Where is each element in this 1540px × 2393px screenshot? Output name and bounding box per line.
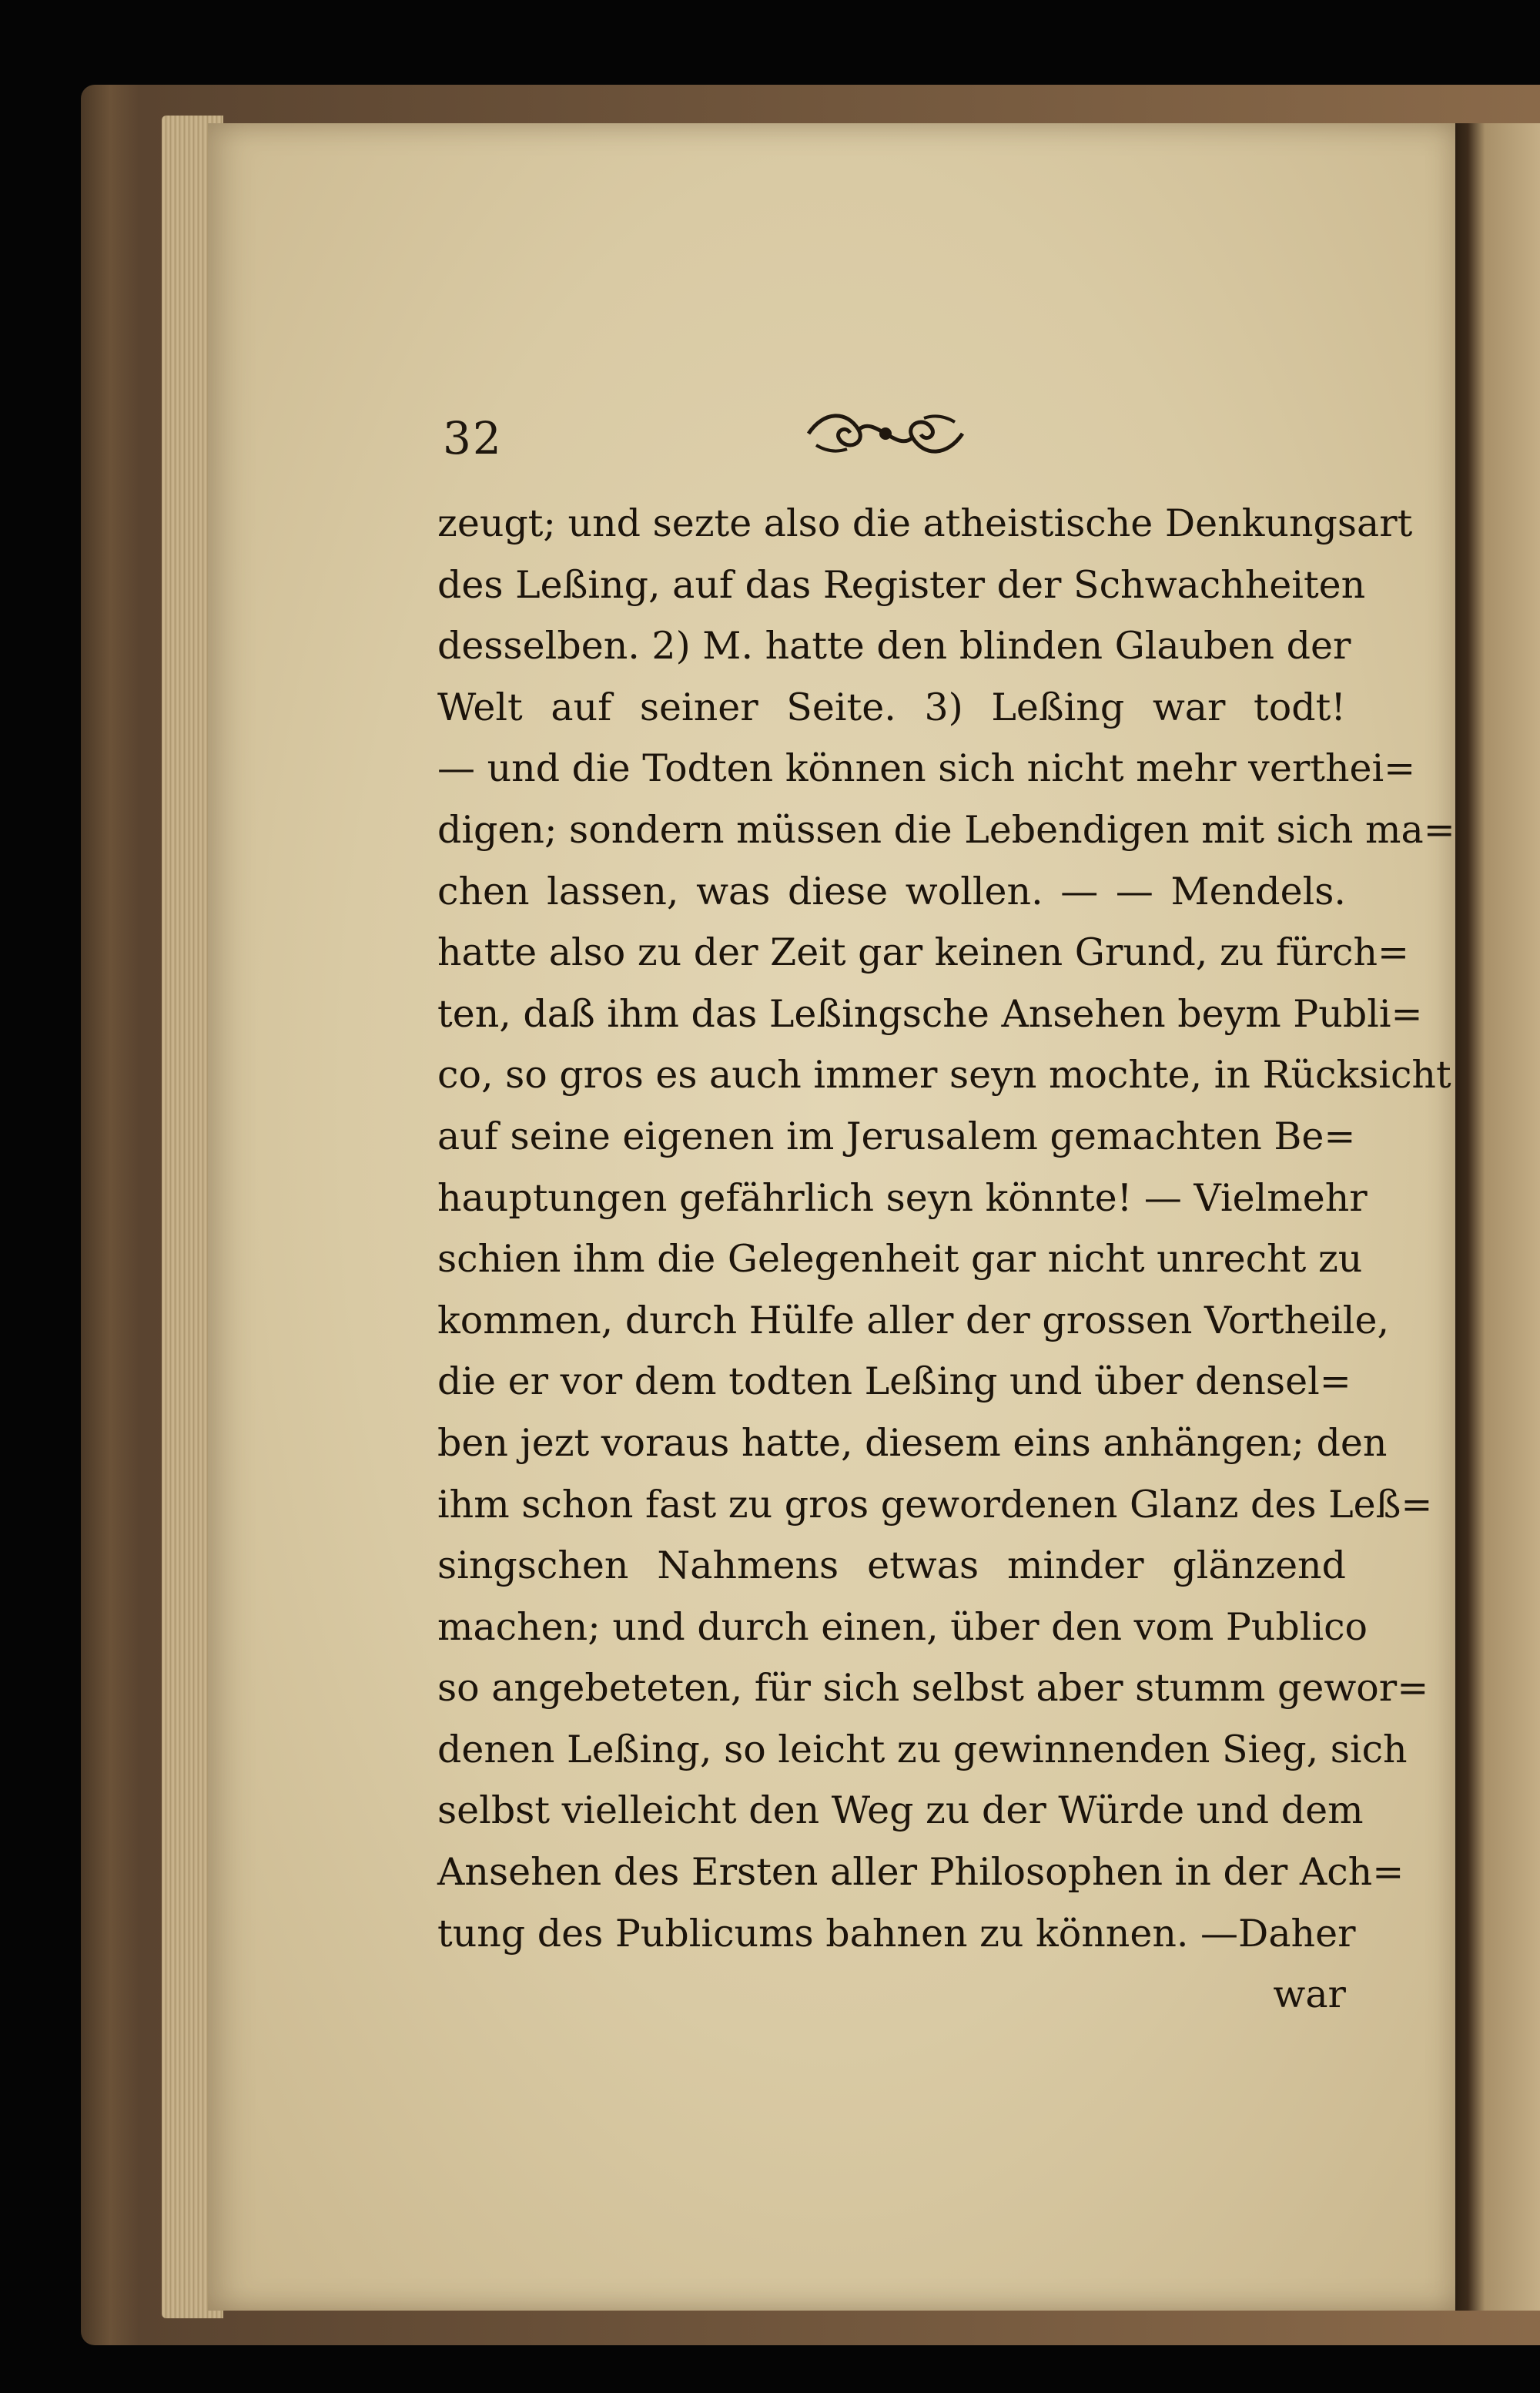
- text-line: ten, daß ihm das Leßingsche Ansehen beym Publi=: [437, 991, 1423, 1036]
- text-line: ben jezt voraus hatte, diesem eins anhängen; den: [437, 1420, 1388, 1465]
- text-line: Ansehen des Ersten aller Philosophen in der Ach=: [437, 1850, 1404, 1895]
- text-line: co, so gros es auch immer seyn mochte, in Rücksicht: [437, 1053, 1451, 1098]
- text-line: auf seine eigenen im Jerusalem gemachten Be=: [437, 1114, 1356, 1158]
- text-line: des Leßing, auf das Register der Schwachheiten: [437, 562, 1366, 607]
- page-number: 32: [443, 412, 503, 464]
- text-line: digen; sondern müssen die Lebendigen mit sich ma=: [437, 807, 1455, 852]
- text-line: — und die Todten können sich nicht mehr verthei=: [437, 746, 1416, 791]
- ornament-icon: [801, 407, 970, 461]
- text-line: singschen Nahmens etwas minder glänzend: [437, 1543, 1346, 1588]
- text-line: desselben. 2) M. hatte den blinden Glauben der: [437, 624, 1351, 669]
- body-text: [437, 493, 1455, 2026]
- text-line: machen; und durch einen, über den vom Publico: [437, 1604, 1368, 1649]
- text-line: chen lassen, was diese wollen. — — Mendels.: [437, 869, 1346, 913]
- text-line: schien ihm die Gelegenheit gar nicht unrecht zu: [437, 1237, 1363, 1282]
- text-line: die er vor dem todten Leßing und über densel=: [437, 1359, 1351, 1404]
- text-line: ihm schon fast zu gros gewordenen Glanz des Leß=: [437, 1482, 1433, 1527]
- text-line: Welt auf seiner Seite. 3) Leßing war todt!: [437, 685, 1346, 729]
- text-line: zeugt; und sezte also die atheistische Denkungsart: [437, 501, 1413, 545]
- text-line: so angebeteten, für sich selbst aber stumm gewor=: [437, 1666, 1429, 1711]
- text-line: tung des Publicums bahnen zu können. —Daher: [437, 1911, 1356, 1956]
- catchword: war: [1273, 1972, 1346, 2017]
- text-line: hauptungen gefährlich seyn könnte! — Vielmehr: [437, 1175, 1368, 1220]
- text-line: denen Leßing, so leicht zu gewinnenden Sieg, sich: [437, 1727, 1408, 1771]
- text-line: hatte also zu der Zeit gar keinen Grund, zu fürch=: [437, 930, 1410, 975]
- facing-page-edge: [1455, 123, 1540, 2311]
- text-line: kommen, durch Hülfe aller der grossen Vortheile,: [437, 1298, 1390, 1342]
- text-line: selbst vielleicht den Weg zu der Würde und dem: [437, 1788, 1364, 1833]
